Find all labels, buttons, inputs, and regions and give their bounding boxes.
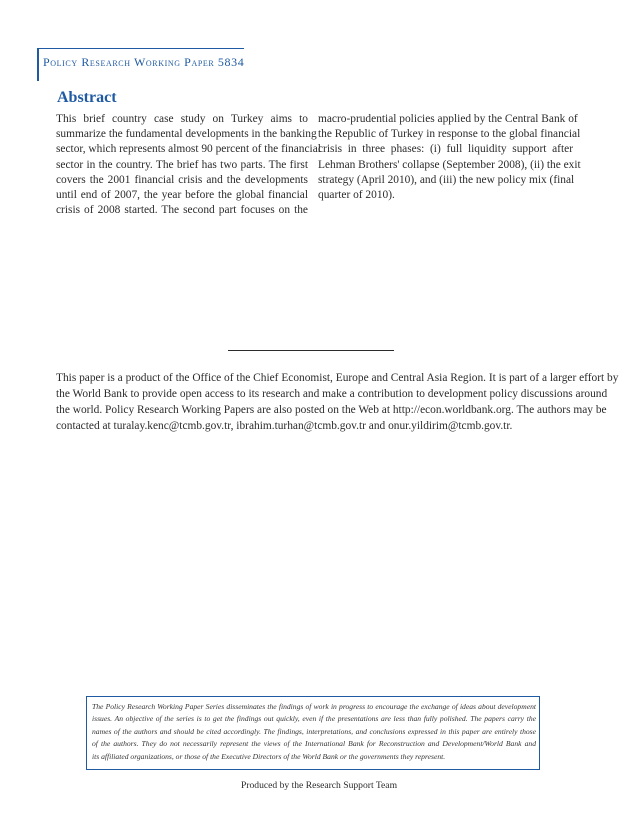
- series-title: Policy Research Working Paper 5834: [43, 55, 245, 69]
- abstract-heading: Abstract: [57, 89, 117, 106]
- abstract-line: macro-prudential policies applied by the Central Bank of: [318, 113, 578, 125]
- abstract-line: This brief country case study on Turkey aims to: [56, 113, 308, 125]
- disclaimer-line: The Policy Research Working Paper Series disseminates the findings of work in progress to encourage the exchange of ideas about development: [92, 702, 536, 711]
- abstract-line: crisis of 2008 started. The second part focuses on the: [56, 204, 308, 217]
- abstract-line: sector, which represents almost 90 percent of the financial: [56, 143, 321, 156]
- abstract-column-left: [56, 112, 321, 218]
- abstract-line: until end of 2007, the year before the global financial: [56, 189, 308, 202]
- abstract-line: the Republic of Turkey in response to the global financial: [318, 128, 581, 141]
- abstract-column-right: [318, 112, 581, 203]
- disclaimer-line: names of the authors and should be cited accordingly. The findings, interpretations, and conclusions expressed in this paper are entirely those: [92, 726, 536, 736]
- product-line: This paper is a product of the Office of the Chief Economist, Europe and Central Asia Region. It is part of a larger effort by: [56, 372, 619, 384]
- abstract-line: sector in the country. The brief has two parts. The first: [56, 158, 308, 171]
- abstract-line: Lehman Brothers' collapse (September 2008), (ii) the exit: [318, 158, 581, 171]
- product-line: the world. Policy Research Working Papers are also posted on the Web at http://econ.worldbank.org. The authors may be: [56, 404, 607, 416]
- disclaimer-line: of the authors. They do not necessarily represent the views of the International Bank for Reconstruction and Development/World Bank and: [92, 739, 536, 749]
- disclaimer-line: its affiliated organizations, or those of the Executive Directors of the World Bank or the governments they represent.: [92, 751, 446, 761]
- abstract-line: covers the 2001 financial crisis and the developments: [56, 173, 308, 186]
- product-line: contacted at turalay.kenc@tcmb.gov.tr, ibrahim.turhan@tcmb.gov.tr and onur.yildirim@tcmb.gov.tr.: [56, 420, 513, 432]
- disclaimer-line: issues. An objective of the series is to get the findings out quickly, even if the presentations are less than fully polished. The papers carry the: [92, 714, 536, 724]
- abstract-line: quarter of 2010).: [318, 189, 395, 202]
- product-statement: [56, 370, 619, 434]
- abstract-line: summarize the fundamental developments in the banking: [56, 128, 317, 141]
- disclaimer-text: [92, 701, 536, 763]
- abstract-line: crisis in three phases: (i) full liquidity support after: [318, 143, 573, 156]
- product-line: the World Bank to provide open access to its research and make a contribution to development policy discussions around: [56, 388, 608, 400]
- section-divider: [228, 350, 394, 351]
- footer-credit: Produced by the Research Support Team: [240, 780, 398, 791]
- abstract-line: strategy (April 2010), and (iii) the new policy mix (final: [318, 173, 575, 186]
